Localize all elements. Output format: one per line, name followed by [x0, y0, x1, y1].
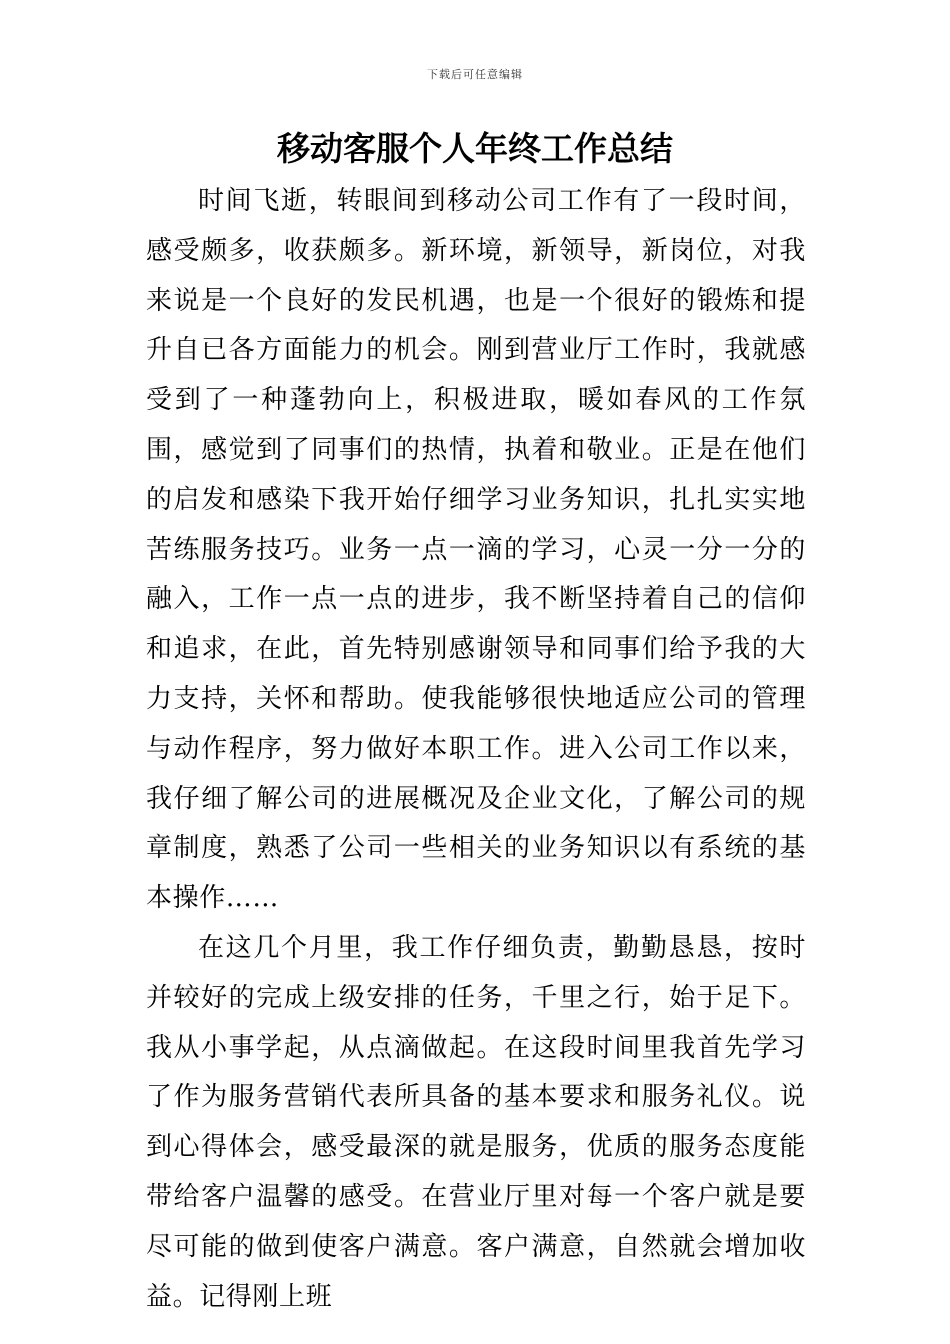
header-note: 下载后可任意编辑: [427, 68, 523, 81]
document-title: 移动客服个人年终工作总结: [277, 129, 673, 168]
paragraph-2: 在这几个月里，我工作仔细负责，勤勤恳恳，按时并较好的完成上级安排的任务，千里之行，始于足下。我从小事学起，从点滴做起。在这段时间里我首先学习了作为服务营销代表所具备的基本要求和服务礼仪。说到心得体会，感受最深的就是服务，优质的服务态度能带给客户温馨的感受。在营业厅里对每一个客户就是要尽可能的做到使客户满意。客户满意，自然就会增加收益。记得刚上班: [146, 932, 806, 1312]
document-body: [146, 177, 806, 1322]
paragraph-1: 时间飞逝，转眼间到移动公司工作有了一段时间，感受颇多，收获颇多。新环境，新领导，新岗位，对我来说是一个良好的发民机遇，也是一个很好的锻炼和提升自已各方面能力的机会。刚到营业厅工作时，我就感受到了一种蓬勃向上，积极进取，暖如春风的工作氛围，感觉到了同事们的热情，执着和敬业。正是在他们的启发和感染下我开始仔细学习业务知识，扎扎实实地苦练服务技巧。业务一点一滴的学习，心灵一分一分的融入，工作一点一点的进步，我不断坚持着自己的信仰和追求，在此，首先特别感谢领导和同事们给予我的大力支持，关怀和帮助。使我能够很快地适应公司的管理与动作程序，努力做好本职工作。进入公司工作以来，我仔细了解公司的进展概况及企业文化，了解公司的规章制度，熟悉了公司一些相关的业务知识以有系统的基本操作……: [146, 186, 806, 914]
